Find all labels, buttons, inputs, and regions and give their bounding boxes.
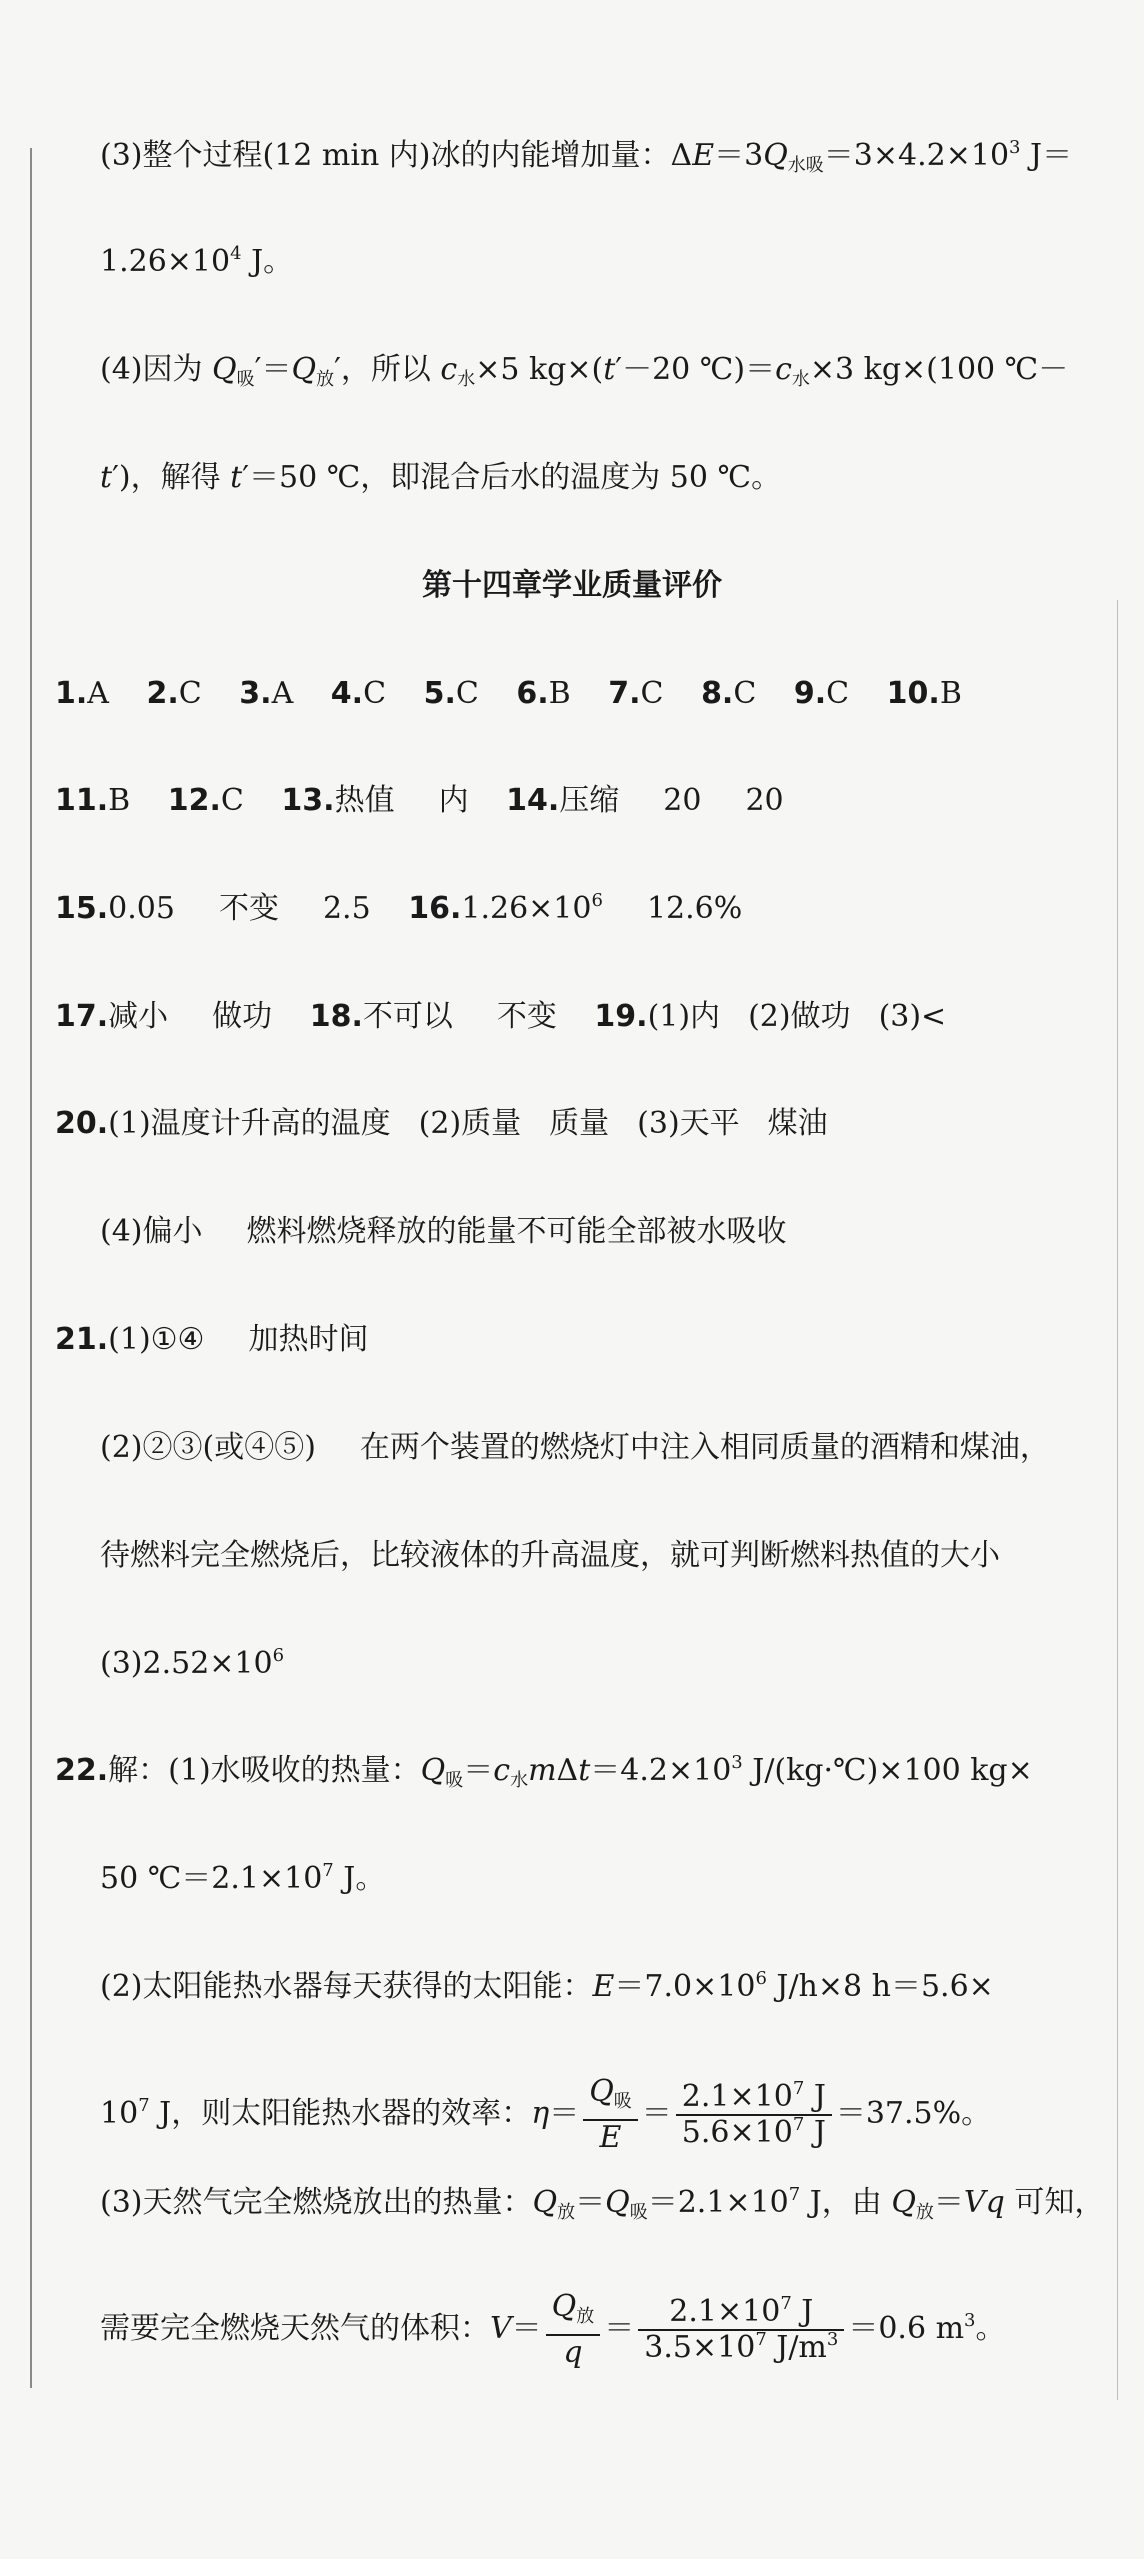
left-margin-rule: [30, 148, 32, 2388]
answer-21-line-4: $(3)2.52\times 10^6$: [100, 1645, 285, 1681]
answers-15-16: 15.0.05 不变 2.5 $16.1.26\times 10^6$ 12.6%: [55, 890, 743, 926]
volume-fraction: $\frac{Q_放}{q}$: [546, 2290, 601, 2370]
prev-solution-line-1: (3)整个过程(12 min 内)冰的内能增加量：$\Delta E=3Q_{水吸}=3\times 4.2\times 10^3$ J＝: [100, 137, 1073, 176]
answer-22-line-5: (3)天然气完全燃烧放出的热量：$Q_放=Q_吸=2.1\times 10^7$ J，由 $Q_放=Vq$ 可知，: [100, 2184, 1105, 2223]
answers-1-10: 1.A 2.C 3.A 4.C 5.C 6.B 7.C 8.C 9.C 10.B: [55, 676, 962, 711]
answer-21-line-2: (2)②③(或④⑤) 在两个装置的燃烧灯中注入相同质量的酒精和煤油，: [100, 1430, 1050, 1465]
answer-21-line-1: 21.(1)①④ 加热时间: [55, 1322, 369, 1357]
efficiency-fraction: $\frac{Q_吸}{E}$: [583, 2075, 638, 2155]
answer-20-line-2: (4)偏小 燃料燃烧释放的能量不可能全部被水吸收: [100, 1214, 787, 1249]
prev-solution-line-3: (4)因为 $Q_吸'=Q_放'$，所以 $c_水\times 5$ kg×(t′－20 $℃)=c_水\times 3$ kg×(100 ℃－: [100, 352, 1069, 390]
answer-22-line-2: 50 $℃=2.1\times 10^7$ J。: [100, 1860, 386, 1896]
volume-value-fraction: $\frac{2.1\times 10^7 J}{3.5\times 10^7 J/m^3}$: [638, 2295, 844, 2365]
prev-solution-line-2: $1.26\times 10^4$ J。: [100, 243, 294, 279]
efficiency-value-fraction: $\frac{2.1\times 10^7 J}{5.6\times 10^7 J}$: [676, 2080, 832, 2150]
answer-21-line-3: 待燃料完全燃烧后，比较液体的升高温度，就可判断燃料热值的大小: [100, 1538, 1000, 1573]
answers-17-19: 17.减小 做功 18.不可以 不变 19.(1)内 (2)做功 (3)<: [55, 999, 947, 1034]
chapter-title: 第十四章学业质量评价: [422, 568, 722, 603]
answers-11-14: 11.B 12.C 13.热值 内 14.压缩 20 20: [55, 783, 784, 818]
answer-20-line-1: 20.(1)温度计升高的温度 (2)质量 质量 (3)天平 煤油: [55, 1106, 828, 1141]
answer-22-line-4: $10^7$ J，则太阳能热水器的效率：η＝ $\frac{Q_吸}{E}$ ＝ $\frac{2.1\times 10^7 J}{5.6\times 10^7 J}$ ＝37.5%。: [100, 2074, 992, 2155]
prev-solution-line-4: t′)，解得 t′＝50 ℃，即混合后水的温度为 50 ℃。: [100, 460, 782, 495]
answer-22-line-6: 需要完全燃烧天然气的体积：V＝ $\frac{Q_放}{q}$ ＝ $\frac{2.1\times 10^7 J}{3.5\times 10^7 J/m^3}$ ＝0.6 $m^3$。: [100, 2289, 1006, 2370]
answer-22-line-1: 22.解：(1)水吸收的热量：$Q_吸=c_水m\Delta t=4.2\times 10^3$ J/(kg·℃)×100 kg×: [55, 1752, 1033, 1791]
answer-22-line-3: (2)太阳能热水器每天获得的太阳能：$E=7.0\times 10^6$ J/h×8 h＝5.6×: [100, 1968, 994, 2004]
